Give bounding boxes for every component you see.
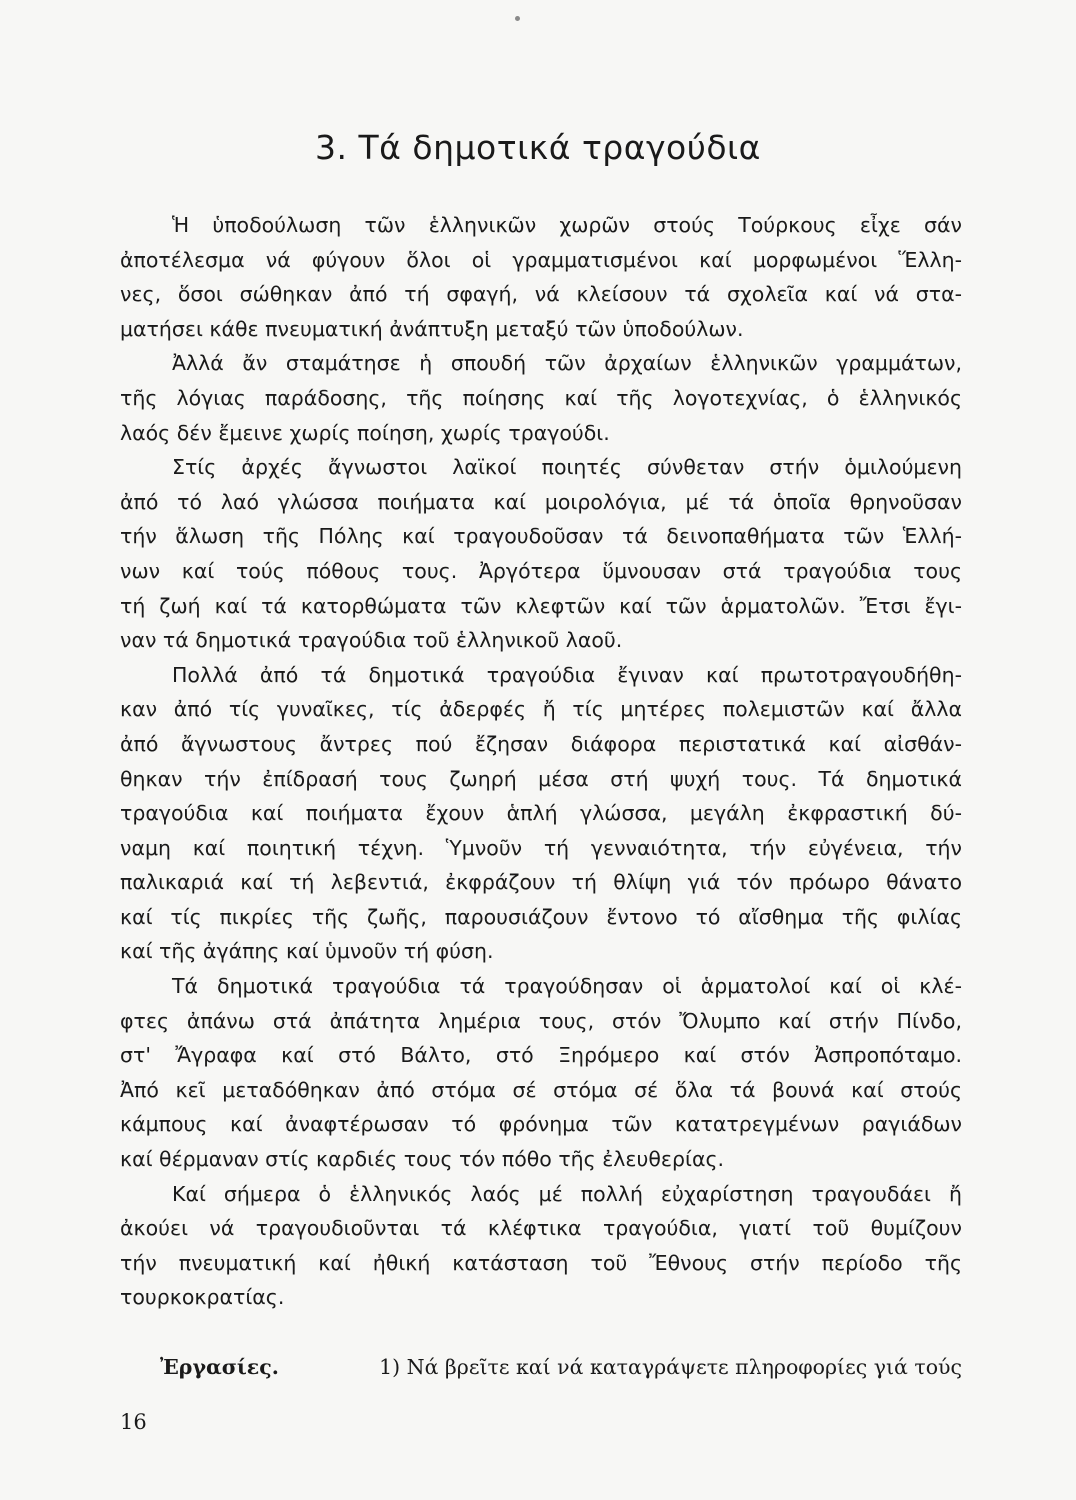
text-line: τή ζωή καί τά κατορθώματα τῶν κλεφτῶν καί τῶν ἁρματολῶν. Ἔτσι ἔγι- <box>120 593 962 618</box>
text-line: ἀπό ἄγνωστους ἄντρες πού ἔζησαν διάφορα περιστατικά καί αἰσθάν- <box>120 731 962 756</box>
text-line: Ἀλλά ἄν σταμάτησε ἡ σπουδή τῶν ἀρχαίων ἑλληνικῶν γραμμάτων, <box>172 351 962 376</box>
text-line: Καί σήμερα ὁ ἑλληνικός λαός μέ πολλή εὐχαρίστηση τραγουδάει ἤ <box>172 1181 962 1206</box>
text-line: φτες ἀπάνω στά ἀπάτητα λημέρια τους, στόν Ὄλυμπο καί στήν Πίνδο, <box>120 1008 962 1033</box>
text-line: Ἡ ὑποδούλωση τῶν ἑλληνικῶν χωρῶν στούς Τούρκους εἶχε σάν <box>172 213 962 237</box>
paragraph <box>120 450 962 658</box>
text-line: κάμπους καί ἀναφτέρωσαν τό φρόνημα τῶν κατατρεγμένων ραγιάδων <box>120 1112 962 1137</box>
text-line: Στίς ἀρχές ἄγνωστοι λαϊκοί ποιητές σύνθεταν στήν ὁμιλούμενη <box>172 455 962 480</box>
text-line: καν ἀπό τίς γυναῖκες, τίς ἀδερφές ἤ τίς μητέρες πολεμιστῶν καί ἄλλα <box>120 697 962 722</box>
text-line: καί τῆς ἀγάπης καί ὑμνοῦν τή φύση. <box>120 939 494 964</box>
text-line: Πολλά ἀπό τά δημοτικά τραγούδια ἔγιναν καί πρωτοτραγουδήθη- <box>172 662 962 687</box>
paragraph <box>120 658 962 969</box>
exercise-text: 1) Νά βρεῖτε καί νά καταγράψετε πληροφορίες γιά τούς <box>379 1355 962 1379</box>
text-line: ἀπό τό λαό γλώσσα ποιήματα καί μοιρολόγια, μέ τά ὁποῖα θρηνοῦσαν <box>120 489 962 514</box>
text-line: καί θέρμαναν στίς καρδιές τους τόν πόθο τῆς ἐλευθερίας. <box>120 1147 725 1172</box>
print-dot <box>515 16 520 21</box>
text-line: παλικαριά καί τή λεβεντιά, ἐκφράζουν τή θλίψη γιά τόν πρόωρο θάνατο <box>120 870 962 895</box>
paragraph <box>120 969 962 1177</box>
text-line: ἀκούει νά τραγουδιοῦνται τά κλέφτικα τραγούδια, γιατί τοῦ θυμίζουν <box>120 1216 962 1241</box>
text-line: τραγούδια καί ποιήματα ἔχουν ἁπλή γλώσσα, μεγάλη ἐκφραστική δύ- <box>120 801 962 826</box>
text-line: ναν τά δημοτικά τραγούδια τοῦ ἑλληνικοῦ λαοῦ. <box>120 628 623 653</box>
text-line: Τά δημοτικά τραγούδια τά τραγούδησαν οἱ ἁρματολοί καί οἱ κλέ- <box>172 974 962 999</box>
body-text <box>120 208 962 1315</box>
text-line: νων καί τούς πόθους τους. Ἀργότερα ὕμνουσαν στά τραγούδια τους <box>120 558 962 583</box>
text-line: τήν πνευματική καί ἠθική κατάσταση τοῦ Ἔθνους στήν περίοδο τῆς <box>120 1250 962 1275</box>
text-line: Ἀπό κεῖ μεταδόθηκαν ἀπό στόμα σέ στόμα σέ ὅλα τά βουνά καί στούς <box>120 1077 962 1102</box>
text-line: ἀποτέλεσμα νά φύγουν ὅλοι οἱ γραμματισμένοι καί μορφωμένοι Ἕλλη- <box>120 247 962 272</box>
page-number: 16 <box>120 1410 147 1434</box>
text-line: θηκαν τήν ἐπίδρασή τους ζωηρή μέσα στή ψυχή τους. Τά δημοτικά <box>120 766 962 791</box>
text-line: καί τίς πικρίες τῆς ζωῆς, παρουσιάζουν ἔντονο τό αἴσθημα τῆς φιλίας <box>120 904 962 929</box>
text-line: νες, ὅσοι σώθηκαν ἀπό τή σφαγή, νά κλείσουν τά σχολεῖα καί νά στα- <box>120 282 962 307</box>
text-line: λαός δέν ἔμεινε χωρίς ποίηση, χωρίς τραγούδι. <box>120 420 610 445</box>
paragraph <box>120 1177 962 1315</box>
text-line: ναμη καί ποιητική τέχνη. Ὑμνοῦν τή γενναιότητα, τήν εὐγένεια, τήν <box>120 835 962 860</box>
text-line: τήν ἅλωση τῆς Πόλης καί τραγουδοῦσαν τά δεινοπαθήματα τῶν Ἑλλή- <box>120 524 962 549</box>
paragraph <box>120 346 962 450</box>
text-line: στ' Ἄγραφα καί στό Βάλτο, στό Ξηρόμερο καί στόν Ἀσπροπόταμο. <box>120 1043 962 1068</box>
text-line: ματήσει κάθε πνευματική ἀνάπτυξη μεταξύ τῶν ὑποδούλων. <box>120 316 744 341</box>
text-line: τουρκοκρατίας. <box>120 1285 285 1310</box>
exercise-line <box>120 1350 962 1384</box>
paragraph <box>120 208 962 346</box>
page-title: 3. Τά δημοτικά τραγούδια <box>315 128 761 167</box>
exercise-label: Ἐργασίες. <box>160 1355 279 1379</box>
text-line: τῆς λόγιας παράδοσης, τῆς ποίησης καί τῆς λογοτεχνίας, ὁ ἑλληνικός <box>120 385 962 410</box>
